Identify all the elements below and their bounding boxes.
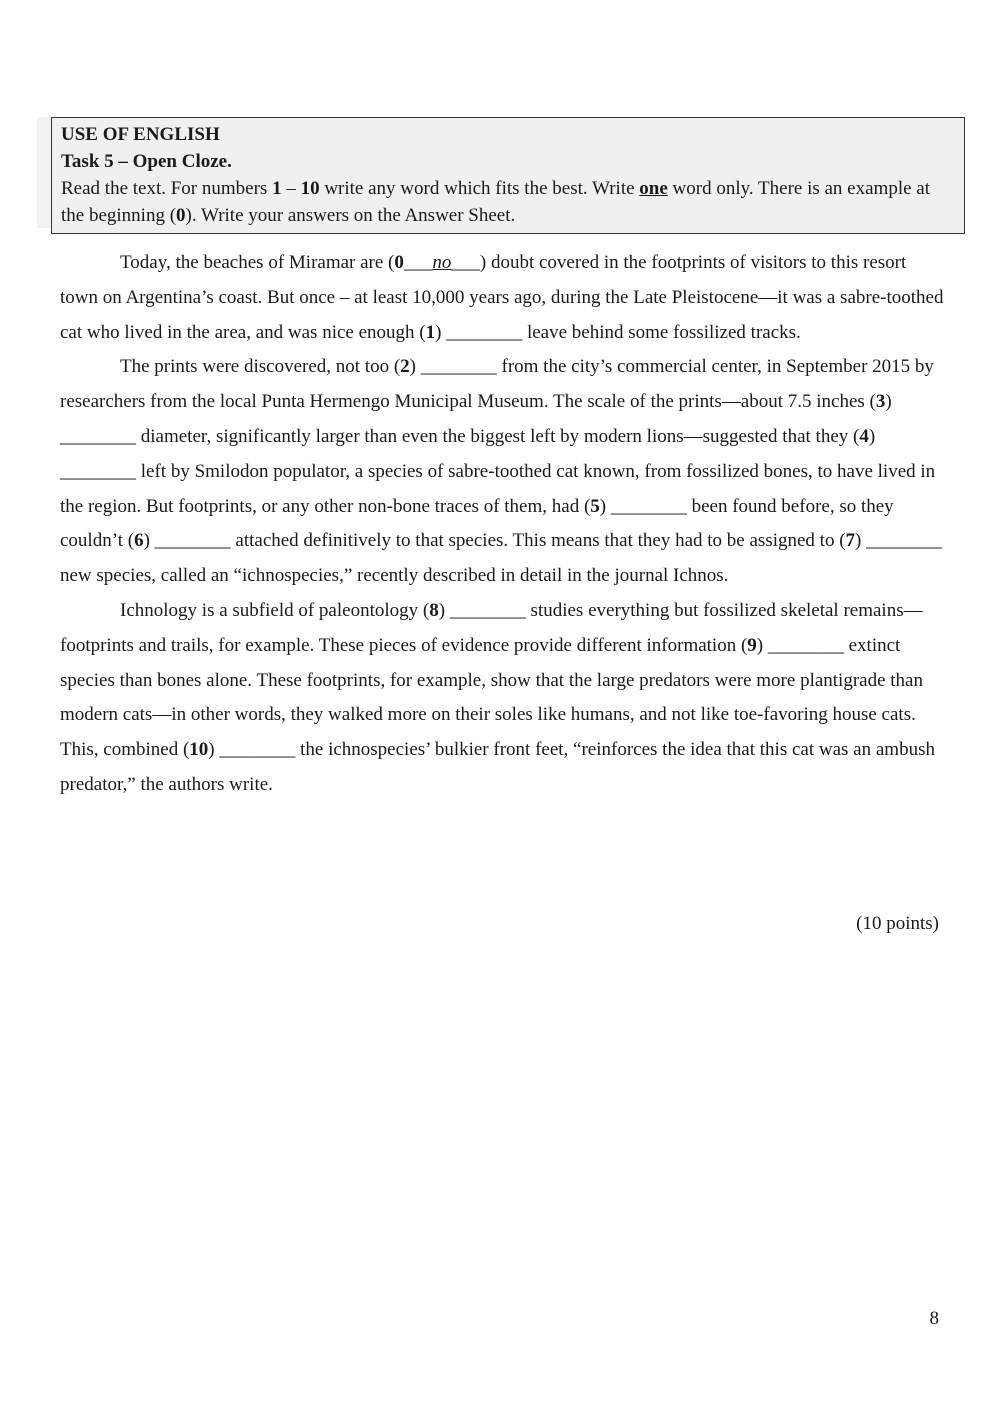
gap-blank-5: ________ (610, 495, 687, 517)
passage-text: studies everything but fossilized skeletal remains—footprints and trails, for example. These pieces of evidence provide different information ( (60, 599, 923, 656)
instr-text: write any word which fits the best. Write (319, 178, 640, 199)
gap-blank-9: ________ (767, 634, 844, 656)
passage-text: leave behind some fossilized tracks. (522, 321, 801, 343)
example-underscore-post: ___ (451, 252, 480, 273)
instr-bold-10: 10 (300, 178, 320, 199)
example-answer (404, 252, 480, 273)
gap-number-7: 7 (845, 530, 856, 552)
gap-number-6: 6 (134, 530, 144, 552)
passage-text: Ichnology is a subfield of paleontology ( (120, 599, 430, 621)
passage-text: ) (435, 321, 447, 343)
passage-text: ) (409, 356, 421, 378)
gap-blank-6: ________ (154, 530, 231, 552)
passage-text: ) (868, 425, 876, 447)
instr-text: Read the text. For numbers (61, 178, 273, 199)
passage-text: ) (756, 634, 768, 656)
gap-blank-1: ________ (446, 321, 523, 343)
gap-number-10: 10 (189, 739, 209, 761)
passage-text: from the city’s commercial center, in September 2015 by researchers from the local Punta Hermengo Municipal Museum. The scale of the prints—about 7.5 inches ( (60, 356, 934, 413)
passage-text: ) doubt covered in the footprints of visitors to this resort town on Argentina’s coast. But once – at least 10,000 years ago, during the Late Pleistocene—it was a sabre-toothed cat who lived in the area, and was nice enough ( (60, 252, 944, 343)
passage-text: the ichnospecies’ bulkier front feet, “reinforces the idea that this cat was an ambush predator,” the authors write. (60, 739, 935, 795)
passage-text: ) (438, 599, 450, 621)
instr-bold-1: 1 (272, 178, 282, 199)
gap-number-8: 8 (429, 599, 439, 621)
passage-text: ) (599, 495, 611, 517)
gap-blank-3: ________ (60, 425, 136, 447)
passage-text: been found before, so they couldn’t ( (60, 495, 894, 552)
gap-blank-4: ________ (60, 460, 136, 482)
passage-text: attached definitively to that species. This means that they had to be assigned to ( (230, 530, 846, 552)
gap-number-3: 3 (875, 391, 886, 413)
paragraph-2 (60, 350, 945, 594)
page-number: 8 (929, 1308, 939, 1329)
box-side-shade (37, 117, 51, 228)
section-title: USE OF ENGLISH (61, 124, 220, 145)
passage-text: ) (855, 530, 867, 552)
paragraph-1 (60, 246, 945, 350)
points-total: (10 points) (856, 913, 939, 934)
example-word: no (432, 252, 452, 273)
example-underscore-pre: ___ (403, 252, 433, 273)
task-title: Task 5 – Open Cloze. (61, 151, 232, 172)
passage-text: new species, called an “ichnospecies,” recently described in detail in the journal Ichnos. (60, 565, 729, 587)
passage-text: The prints were discovered, not too ( (120, 356, 401, 378)
gap-number-2: 2 (400, 356, 410, 378)
paragraph-3 (60, 594, 945, 803)
task-instructions (61, 175, 956, 229)
passage-text: ) (208, 739, 220, 761)
passage-text: diameter, significantly larger than even the biggest left by modern lions—suggested that they ( (136, 425, 860, 447)
passage-text: ) (143, 530, 155, 552)
gap-number-1: 1 (425, 321, 436, 343)
gap-number-4: 4 (859, 425, 869, 447)
instr-emphasis-one: one (639, 178, 668, 199)
task-header-box (51, 117, 965, 234)
gap-blank-8: ________ (449, 599, 526, 621)
gap-number-9: 9 (747, 634, 757, 656)
instr-text: word only. There is an example at the beginning ( (61, 178, 931, 226)
gap-blank-7: ________ (866, 530, 943, 552)
gap-blank-2: ________ (420, 356, 497, 378)
gap-number-0: 0 (394, 252, 404, 273)
cloze-passage (60, 246, 945, 803)
passage-text: Today, the beaches of Miramar are ( (120, 252, 395, 273)
instr-bold-0: 0 (176, 205, 186, 226)
instr-text: ). Write your answers on the Answer Sheet. (185, 205, 516, 226)
instr-text: – (281, 178, 301, 199)
gap-blank-10: ________ (219, 739, 296, 761)
passage-text: ) (885, 391, 892, 413)
passage-text: left by Smilodon populator, a species of sabre-toothed cat known, from fossilized bones, to have lived in the region. But footprints, or any other non-bone traces of them, had ( (60, 460, 936, 517)
passage-text: extinct species than bones alone. These footprints, for example, show that the large predators were more plantigrade than modern cats—in other words, they walked more on their soles like humans, and not like toe-favoring house cats. This, combined ( (60, 634, 923, 761)
gap-number-5: 5 (590, 495, 600, 517)
